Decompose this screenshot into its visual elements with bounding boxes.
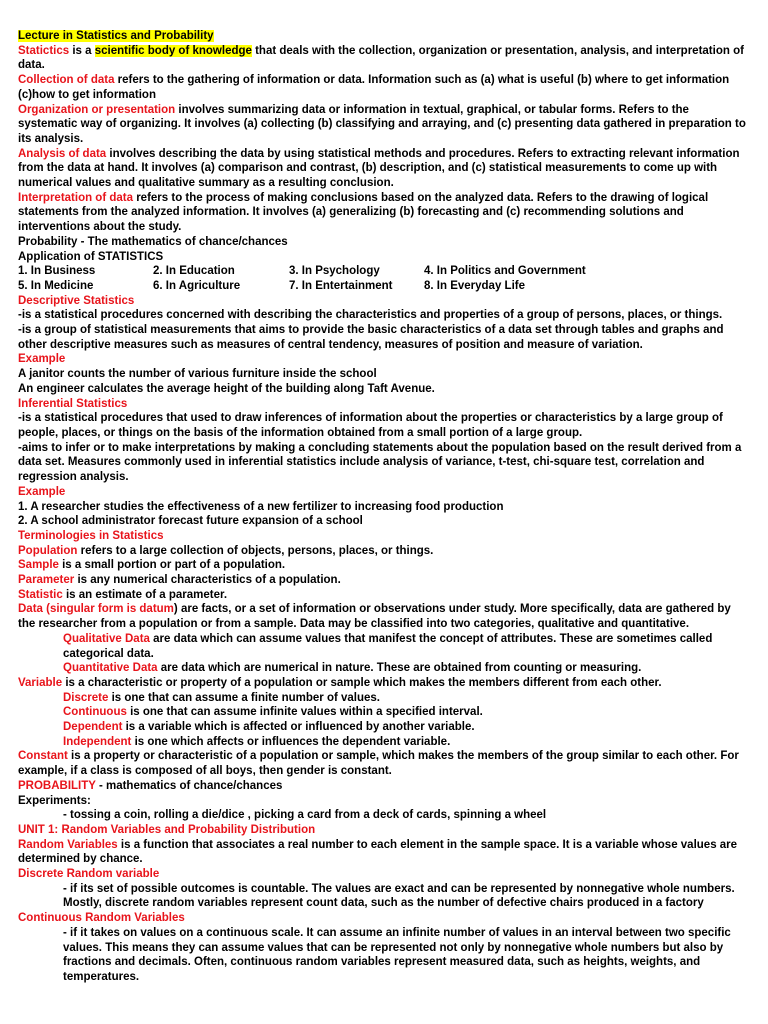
continuous-definition <box>18 705 750 720</box>
population-definition <box>18 544 750 559</box>
term-organization: Organization or presentation <box>18 103 176 116</box>
probability-text: - mathematics of chance/chances <box>95 779 283 792</box>
term-statistic: Statistic <box>18 588 63 601</box>
applications-heading: Application of STATISTICS <box>18 250 164 263</box>
term-independent: Independent <box>63 735 132 748</box>
inferential-p1: -is a statistical procedures that used to draw inferences of information about the properties or characteristics by a large group of people, places, or things on the basis of the information obtained from a small portion of a large group. <box>18 412 723 439</box>
term-probability: PROBABILITY <box>18 779 96 792</box>
application-item: 4. In Politics and Government <box>424 265 586 278</box>
term-collection: Collection of data <box>18 74 115 87</box>
document-title <box>18 29 750 44</box>
descriptive-p1: -is a statistical procedures concerned with describing the characteristics and properties of a group of persons, places, or things. <box>18 309 723 322</box>
interpretation-text: refers to the process of making conclusions based on the analyzed data. Refers to the drawing of logical statements from the analyzed information. It involves (a) generalizing (b) forecasting and (c) recommending solutions and interventions about the study. <box>18 191 709 234</box>
application-item: 3. In Psychology <box>289 265 380 278</box>
parameter-definition <box>18 573 750 588</box>
random-variables-definition <box>18 838 750 867</box>
title-highlight: Lecture in Statistics and Probability <box>18 30 214 42</box>
term-interpretation: Interpretation of data <box>18 191 134 204</box>
descriptive-example-label: Example <box>18 353 66 366</box>
descriptive-example-2: An engineer calculates the average height of the building along Taft Avenue. <box>18 382 435 395</box>
statistics-def-text-a: is a <box>69 44 95 57</box>
discrete-rv-text: - if its set of possible outcomes is countable. The values are exact and can be represented by nonnegative whole numbers. Mostly, discrete random variables represent count data, such as the number of defective chairs produced in a factory <box>63 882 735 910</box>
dependent-text: is a variable which is affected or influenced by another variable. <box>122 721 475 734</box>
random-variables-text: is a function that associates a real number to each element in the sample space. It is a variable whose values are determined by chance. <box>18 838 738 866</box>
application-item: 8. In Everyday Life <box>424 279 525 292</box>
terminologies-heading: Terminologies in Statistics <box>18 529 164 542</box>
unit1-heading: UNIT 1: Random Variables and Probability Distribution <box>18 823 316 836</box>
term-continuous: Continuous <box>63 706 127 719</box>
application-item: 7. In Entertainment <box>289 279 393 292</box>
collection-text: refers to the gathering of information or data. Information such as (a) what is useful (b) where to get information (c)how to get information <box>18 74 730 101</box>
term-dependent: Dependent <box>63 721 123 734</box>
data-text: ) are facts, or a set of information or observations under study. More specifically, data are gathered by the researcher from a population or from a sample. Data may be classified into two categories, qualitative and quantitative. <box>18 603 731 631</box>
experiments-label: Experiments: <box>18 794 91 807</box>
discrete-text: is one that can assume a finite number of values. <box>108 691 380 704</box>
analysis-text: involves describing the data by using statistical methods and procedures. Refers to extracting relevant information from the data at hand. It involves (a) comparison and contrast, (b) description, and (c) statistical measurements to come up with numerical values and qualitative summary as a resulting conclusion. <box>18 147 740 190</box>
experiments-list: - tossing a coin, rolling a die/dice , picking a card from a deck of cards, spinning a wheel <box>63 809 547 822</box>
statistic-definition <box>18 588 750 603</box>
application-item: 2. In Education <box>153 265 235 278</box>
term-sample: Sample <box>18 559 59 572</box>
variable-text: is a characteristic or property of a population or sample which makes the members different from each other. <box>62 676 662 689</box>
statistics-def-text-b: that deals with the collection, organization or presentation, analysis, and interpretation of data. <box>18 44 744 72</box>
qualitative-definition <box>18 632 750 661</box>
term-quantitative: Quantitative Data <box>63 662 158 675</box>
inferential-example-label: Example <box>18 485 66 498</box>
collection-definition <box>18 73 750 102</box>
term-data: Data (singular form is datum <box>18 603 174 616</box>
constant-definition <box>18 749 750 778</box>
interpretation-definition <box>18 191 750 235</box>
variable-definition <box>18 676 750 691</box>
probability-line: Probability - The mathematics of chance/chances <box>18 235 288 248</box>
term-constant: Constant <box>18 750 68 763</box>
independent-text: is one which affects or influences the dependent variable. <box>131 735 451 748</box>
application-item: 1. In Business <box>18 265 96 278</box>
quantitative-definition <box>18 661 750 676</box>
parameter-text: is any numerical characteristics of a population. <box>74 574 341 587</box>
continuous-rv-heading: Continuous Random Variables <box>18 912 185 925</box>
organization-text: involves summarizing data or information in textual, graphical, or tabular forms. Refers to the systematic way of organizing. It involves (a) collecting (b) classifying and arraying, and (c) presenting data gathered in preparation to its analysis. <box>18 103 746 145</box>
term-parameter: Parameter <box>18 574 75 587</box>
statistics-definition <box>18 44 750 73</box>
discrete-rv-heading: Discrete Random variable <box>18 868 160 881</box>
independent-definition <box>18 735 750 750</box>
quantitative-text: are data which are numerical in nature. These are obtained from counting or measuring. <box>157 662 642 675</box>
sample-definition <box>18 558 750 573</box>
population-text: refers to a large collection of objects, persons, places, or things. <box>77 544 434 557</box>
descriptive-heading: Descriptive Statistics <box>18 294 135 307</box>
dependent-definition <box>18 720 750 735</box>
descriptive-p2: -is a group of statistical measurements that aims to provide the basic characteristics of a data set through tables and graphs and other descriptive measures such as measures of central tendency, measures of position and measure of variation. <box>18 324 724 351</box>
term-statistics: Statictics <box>18 44 70 57</box>
application-item: 5. In Medicine <box>18 279 94 292</box>
application-item: 6. In Agriculture <box>153 279 241 292</box>
qualitative-text: are data which can assume values that manifest the concept of attributes. These are sometimes called categorical data. <box>63 632 713 660</box>
inferential-p2: -aims to infer or to make interpretations by making a concluding statements about the population based on the result derived from a data set. Measures commonly used in inferential statistics include analysis of variance, t-test, chi-square test, correlation and regression analysis. <box>18 441 742 484</box>
inferential-heading: Inferential Statistics <box>18 397 128 410</box>
probability-definition <box>18 779 750 794</box>
sample-text: is a small portion or part of a population. <box>58 559 286 572</box>
analysis-definition <box>18 147 750 191</box>
discrete-definition <box>18 691 750 706</box>
term-discrete: Discrete <box>63 691 109 704</box>
statistics-def-highlight: scientific body of knowledge <box>94 44 252 57</box>
term-variable: Variable <box>18 676 63 689</box>
continuous-rv-text: - if it takes on values on a continuous scale. It can assume an infinite number of values in an interval between two specific values. This means they can assume values that can be represented not only by nonnegative whole numbers but also by fractions and decimals. Often, continuous random variables represent measured data, such as heights, weights, and temperatures. <box>63 926 731 983</box>
data-definition <box>18 602 750 631</box>
statistic-text: is an estimate of a parameter. <box>62 588 228 601</box>
term-random-variables: Random Variables <box>18 838 118 851</box>
organization-definition <box>18 103 750 147</box>
inferential-example-1: 1. A researcher studies the effectiveness of a new fertilizer to increasing food production <box>18 500 504 513</box>
term-qualitative: Qualitative Data <box>63 632 150 645</box>
term-analysis: Analysis of data <box>18 147 107 160</box>
applications-grid <box>18 264 750 293</box>
constant-text: is a property or characteristic of a population or sample, which makes the members of the group similar to each other. For example, if a class is composed of all boys, then gender is constant. <box>18 750 739 778</box>
term-population: Population <box>18 544 78 557</box>
inferential-example-2: 2. A school administrator forecast future expansion of a school <box>18 515 363 528</box>
descriptive-example-1: A janitor counts the number of various furniture inside the school <box>18 368 377 381</box>
continuous-text: is one that can assume infinite values within a specified interval. <box>126 706 483 719</box>
